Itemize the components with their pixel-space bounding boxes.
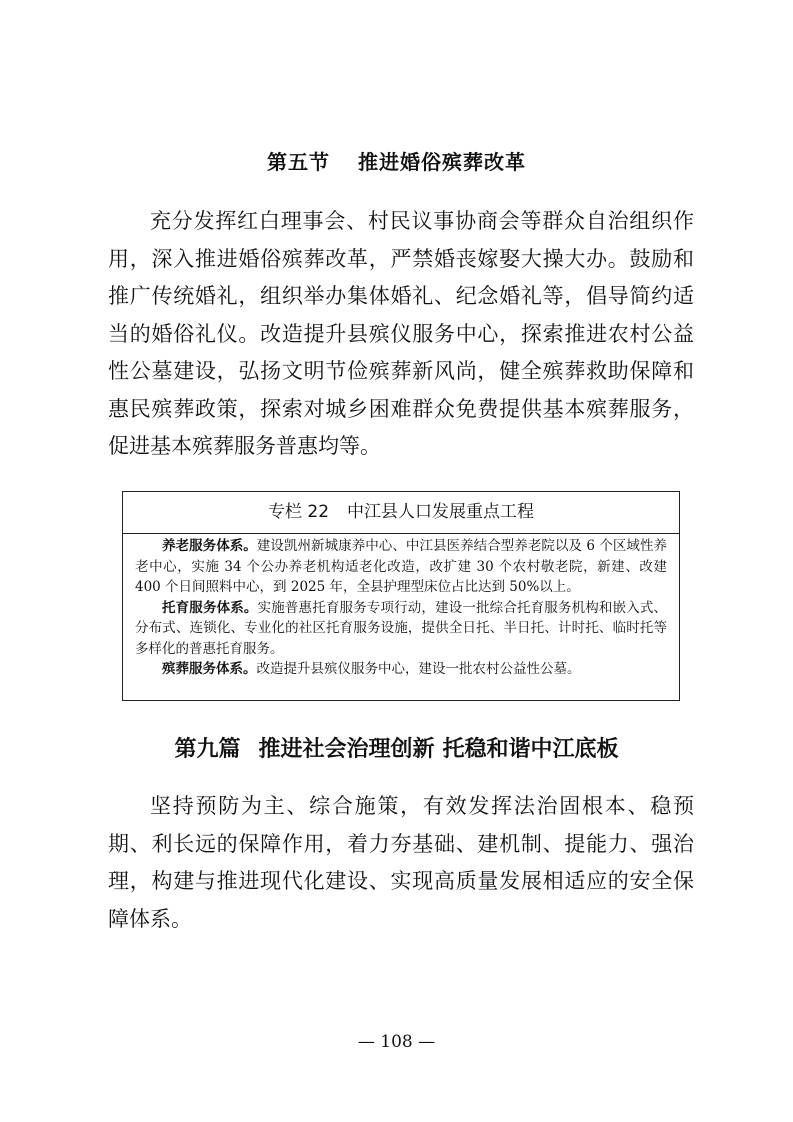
part-heading-a: 推进社会治理创新 (258, 737, 435, 762)
paragraph-marriage-funeral-reform: 充分发挥红白理事会、村民议事协商会等群众自治组织作用，深入推进婚俗殡葬改革，严禁婚丧嫁娶大操大办。鼓励和推广传统婚礼，组织举办集体婚礼、纪念婚礼等，倡导简约适当的婚俗礼仪。改造提升县殡仪服务中心，探索推进农村公益性公墓建设，弘扬文明节俭殡葬新风尚，健全殡葬救助保障和惠民殡葬政策，探索对城乡困难群众免费提供基本殡葬服务，促进基本殡葬服务普惠均等。 (108, 209, 694, 458)
column-item-heading: 殡葬服务体系。 (162, 661, 257, 677)
column-box-title: 中江县人口发展重点工程 (347, 502, 535, 522)
column-item-text: 建设凯州新城康养中心、中江县医养结合型养老院以及 6 个区域性养老中心，实施 34 个公办养老机构适老化改造，改扩建 30 个农村敬老院，新建、改建 400 个日间照料中心，到 2025 年，全县护理型床位占比达到 50%以上。 (135, 538, 668, 595)
column-box-label: 专栏 22 (267, 502, 330, 522)
column-item-text: 实施普惠托育服务专项行动，建设一批综合托育服务机构和嵌入式、分布式、连锁化、专业化的社区托育服务设施，提供全日托、半日托、计时托、临时托等多样化的普惠托育服务。 (135, 599, 668, 657)
column-box (122, 491, 680, 701)
page-number: — 108 — (357, 1032, 436, 1052)
column-item-text: 改造提升县殡仪服务中心，建设一批农村公益性公墓。 (256, 661, 581, 677)
column-item-heading: 托育服务体系。 (162, 599, 258, 616)
column-item-heading: 养老服务体系。 (162, 538, 257, 554)
column-item-elderly-care (135, 536, 667, 598)
section-title (0, 146, 793, 175)
column-item-childcare (135, 598, 667, 660)
column-box-header (123, 492, 679, 534)
section-number: 第五节 (267, 150, 330, 174)
paragraph-social-governance: 坚持预防为主、综合施策，有效发挥法治固根本、稳预期、利长远的保障作用，着力夯基础、建机制、提能力、强治理，构建与推进现代化建设、实现高质量发展相适应的安全保障体系。 (108, 794, 694, 931)
column-box-body (123, 534, 679, 680)
part-title (0, 732, 793, 763)
section-heading: 推进婚俗殡葬改革 (358, 150, 526, 174)
part-heading-b: 托稳和谐中江底板 (442, 737, 619, 762)
part-number: 第九篇 (174, 737, 241, 762)
column-item-funeral (135, 659, 667, 680)
